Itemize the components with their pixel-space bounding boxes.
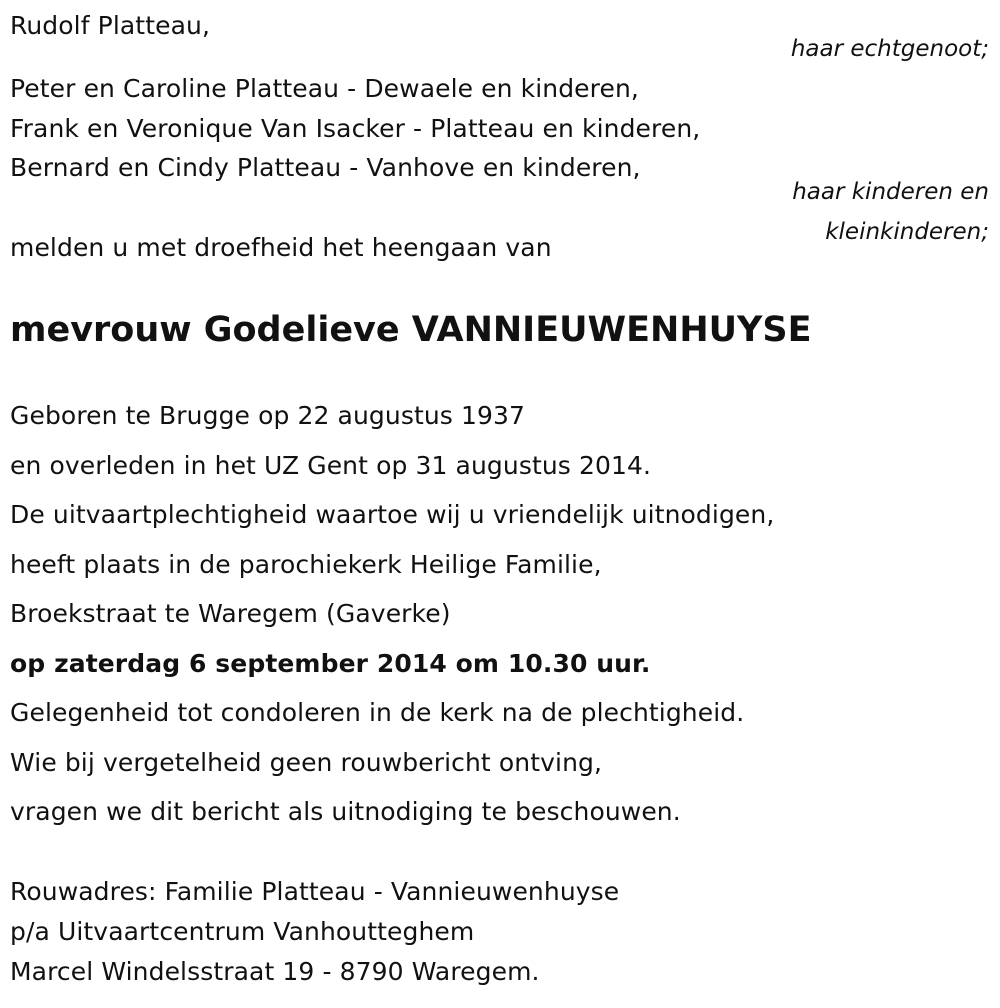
body-line: Wie bij vergetelheid geen rouwbericht ontving,: [10, 748, 603, 777]
body-line: Gelegenheid tot condoleren in de kerk na de plechtigheid.: [10, 698, 745, 727]
deceased-name: mevrouw Godelieve VANNIEUWENHUYSE: [10, 310, 812, 350]
spouse-relation: haar echtgenoot;: [790, 36, 989, 62]
spouse-name: Rudolf Platteau,: [10, 11, 210, 40]
child-family-line: Frank en Veronique Van Isacker - Platteau en kinderen,: [10, 114, 701, 143]
address-line: Rouwadres: Familie Platteau - Vannieuwenhuyse: [10, 877, 620, 906]
address-line: Marcel Windelsstraat 19 - 8790 Waregem.: [10, 957, 540, 986]
child-family-line: Bernard en Cindy Platteau - Vanhove en kinderen,: [10, 153, 641, 182]
announcement-text: melden u met droefheid het heengaan van: [10, 233, 552, 262]
body-line: vragen we dit bericht als uitnodiging te beschouwen.: [10, 797, 681, 826]
body-line: Geboren te Brugge op 22 augustus 1937: [10, 401, 526, 430]
child-family-line: Peter en Caroline Platteau - Dewaele en kinderen,: [10, 74, 639, 103]
body-line: De uitvaartplechtigheid waartoe wij u vriendelijk uitnodigen,: [10, 500, 775, 529]
address-line: p/a Uitvaartcentrum Vanhoutteghem: [10, 917, 475, 946]
ceremony-datetime: op zaterdag 6 september 2014 om 10.30 uur.: [10, 649, 651, 678]
children-relation-line: kleinkinderen;: [825, 219, 989, 245]
body-line: heeft plaats in de parochiekerk Heilige Familie,: [10, 550, 602, 579]
body-line: Broekstraat te Waregem (Gaverke): [10, 599, 451, 628]
children-relation-line: haar kinderen en: [792, 179, 989, 205]
body-line: en overleden in het UZ Gent op 31 augustus 2014.: [10, 451, 652, 480]
